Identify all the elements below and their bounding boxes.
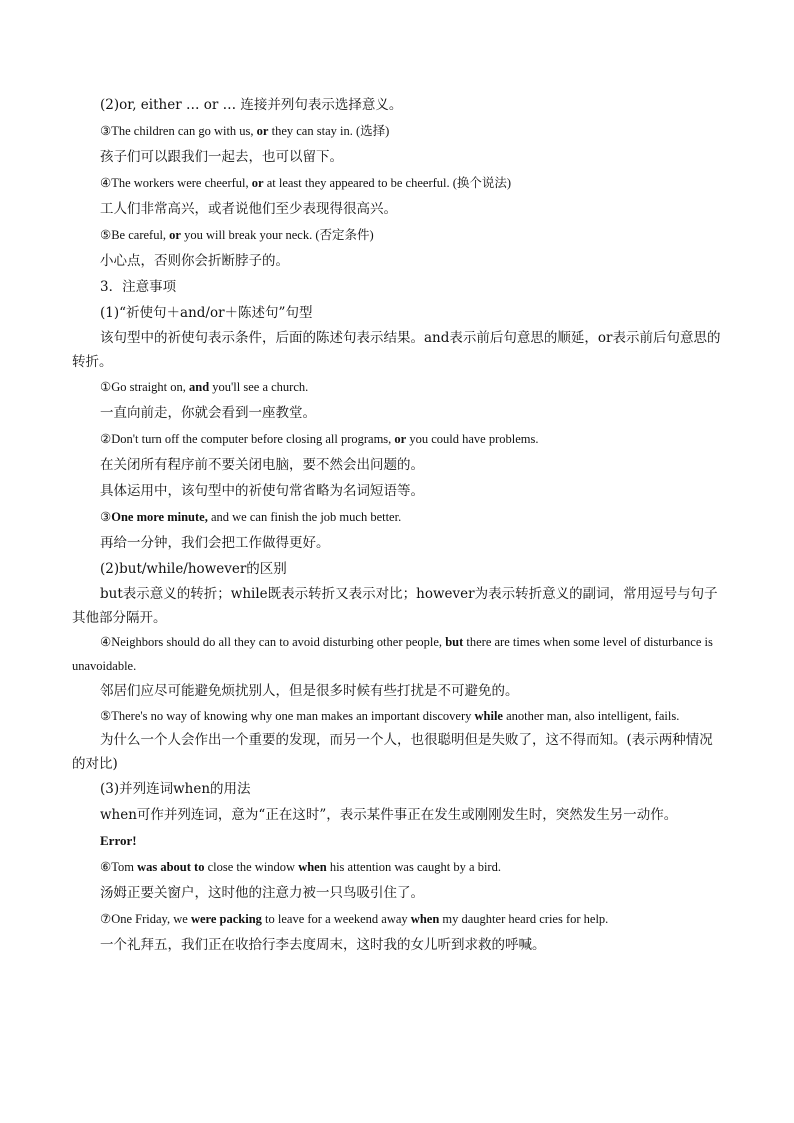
example-sentence-4a [72, 170, 722, 196]
example-sentence-5a [72, 222, 722, 248]
explanation-paragraph: but表示意义的转折；while既表示转折又表示对比；however为表示转折意义的副词，常用逗号与句子其他部分隔开。 [72, 586, 718, 626]
example-text: There's no way of knowing why one man makes an important discovery [111, 709, 475, 723]
example-text: close the window [204, 860, 299, 874]
translation-line: 工人们非常高兴，或者说他们至少表现得很高兴。 [100, 201, 397, 217]
example-text: his attention was caught by a bird. [326, 860, 501, 874]
example-text: at least they appeared to be cheerful. (换个说法) [263, 176, 512, 190]
example-sentence-5b [72, 704, 722, 728]
example-number: ⑦ [100, 912, 112, 926]
conjunction-keyword: but [445, 635, 464, 649]
example-sentence-2 [72, 426, 722, 452]
example-text: another man, also intelligent, fails. [502, 709, 680, 723]
example-sentence-1 [72, 374, 722, 400]
example-text: Tom [111, 860, 138, 874]
example-sentence-4b [72, 630, 722, 678]
conjunction-keyword: or [256, 124, 269, 138]
conjunction-keyword: when [298, 860, 327, 874]
translation-line: 再给一分钟，我们会把工作做得更好。 [100, 535, 330, 551]
phrase-keyword: was about to [137, 860, 205, 874]
example-number: ③ [100, 124, 112, 138]
explanation-paragraph: 该句型中的祈使句表示条件，后面的陈述句表示结果。and表示前后句意思的顺延，or表示前后句意思的转折。 [72, 330, 721, 370]
document-body [72, 92, 722, 958]
section-heading-or-either: (2)or, either … or … 连接并列句表示选择意义。 [100, 97, 403, 113]
translation-line: 汤姆正要关窗户，这时他的注意力被一只鸟吸引住了。 [100, 885, 424, 901]
example-sentence-6 [72, 854, 722, 880]
example-text: there are times when some level of disturbance is unavoidable. [72, 635, 713, 673]
conjunction-keyword: while [474, 709, 503, 723]
conjunction-keyword: or [251, 176, 264, 190]
example-text: The children can go with us, [111, 124, 257, 138]
conjunction-keyword: when [410, 912, 440, 926]
example-sentence-3b [72, 504, 722, 530]
example-text: Don't turn off the computer before closing all programs, [111, 432, 395, 446]
translation-line: 在关闭所有程序前不要关闭电脑，要不然会出问题的。 [100, 457, 424, 473]
conjunction-keyword: and [189, 380, 210, 394]
section-heading-notes: 3．注意事项 [100, 279, 177, 295]
subsection-heading-when: (3)并列连词when的用法 [100, 781, 251, 797]
subsection-heading-but-while-however: (2)but/while/however的区别 [100, 561, 287, 577]
translation-line: 邻居们应尽可能避免烦扰别人，但是很多时候有些打扰是不可避免的。 [100, 683, 519, 699]
error-marker: Error! [100, 833, 137, 848]
example-number: ① [100, 380, 112, 394]
translation-line: 为什么一个人会作出一个重要的发现，而另一个人，也很聪明但是失败了，这不得而知。(表示两种情况的对比) [72, 732, 713, 772]
noun-phrase-keyword: One more minute, [111, 510, 208, 524]
subsection-heading-imperative: (1)“祈使句＋and/or＋陈述句”句型 [100, 305, 313, 321]
example-number: ⑤ [100, 228, 112, 242]
example-text: and we can finish the job much better. [207, 510, 402, 524]
conjunction-keyword: or [169, 228, 181, 242]
example-text: The workers were cheerful, [111, 176, 252, 190]
example-sentence-3a [72, 118, 722, 144]
phrase-keyword: were packing [190, 912, 262, 926]
example-text: you could have problems. [406, 432, 539, 446]
example-text: One Friday, we [111, 912, 191, 926]
conjunction-keyword: or [394, 432, 407, 446]
translation-line: 一直向前走，你就会看到一座教堂。 [100, 405, 316, 421]
example-text: you will break your neck. (否定条件) [180, 228, 374, 242]
example-number: ② [100, 432, 112, 446]
explanation-paragraph: when可作并列连词，意为“正在这时”，表示某件事正在发生或刚刚发生时，突然发生另一动作。 [100, 807, 678, 823]
example-number: ③ [100, 510, 112, 524]
example-text: Neighbors should do all they can to avoid disturbing other people, [111, 635, 446, 649]
example-sentence-7 [72, 906, 722, 932]
example-text: my daughter heard cries for help. [439, 912, 609, 926]
example-text: to leave for a weekend away [261, 912, 411, 926]
example-number: ⑥ [100, 860, 112, 874]
example-text: they can stay in. (选择) [268, 124, 390, 138]
example-text: Go straight on, [111, 380, 189, 394]
example-number: ④ [100, 635, 112, 649]
translation-line: 一个礼拜五，我们正在收拾行李去度周末，这时我的女儿听到求救的呼喊。 [100, 937, 546, 953]
example-text: Be careful, [111, 228, 170, 242]
translation-line: 小心点，否则你会折断脖子的。 [100, 253, 289, 269]
example-number: ⑤ [100, 709, 112, 723]
example-text: you'll see a church. [209, 380, 309, 394]
usage-note: 具体运用中，该句型中的祈使句常省略为名词短语等。 [100, 483, 424, 499]
translation-line: 孩子们可以跟我们一起去，也可以留下。 [100, 149, 343, 165]
example-number: ④ [100, 176, 112, 190]
